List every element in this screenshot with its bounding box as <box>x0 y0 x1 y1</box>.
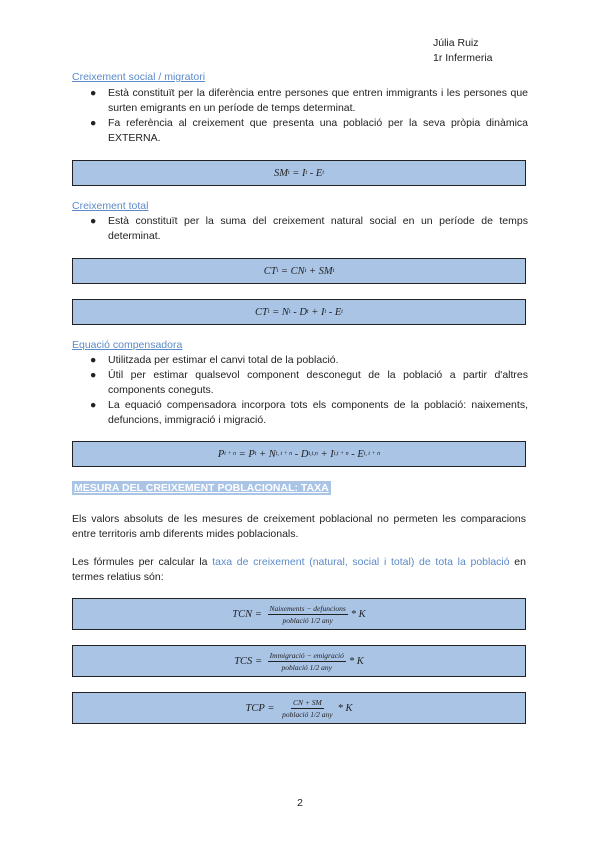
bullet-icon: ● <box>90 87 97 99</box>
fraction: $\frac{CN + SM}{\text{població 1/2 any}}$ <box>282 697 333 719</box>
list-item: ● Fa referència al creixement que presenta una població per la seva pròpia dinàmica EXTERNA. <box>90 117 528 144</box>
paragraph-formulas-intro: Les fórmules per calcular la taxa de creixement (natural, social i total) de tota la població en termes relatius són: <box>72 556 526 583</box>
author-header <box>433 36 493 66</box>
list-item: ● Útil per estimar qualsevol component desconegut de la població a partir d'altres components coneguts. <box>90 369 528 396</box>
formula-sm: SM t = I t - E t <box>72 160 526 186</box>
fraction: $\frac{\text{Immigració − emigració}}{\text{població 1/2 any}}$ <box>269 650 344 672</box>
page-number: 2 <box>297 797 303 809</box>
bullet-icon: ● <box>90 369 97 381</box>
compensating-equation-list <box>88 353 528 428</box>
bullet-icon: ● <box>90 354 97 366</box>
fraction: $\frac{\text{Naixements − defuncions}}{\text{població 1/2 any}}$ <box>269 603 346 625</box>
heading-compensating-equation: Equació compensadora <box>72 339 183 351</box>
heading-total-growth: Creixement total <box>72 200 149 212</box>
growth-rate-link-text: taxa de creixement (natural, social i total) de tota la població <box>212 556 510 568</box>
list-item: ● Està constituït per la suma del creixement natural social en un període de temps determinat. <box>90 215 528 242</box>
list-item: ● Està constituït per la diferència entre persones que entren immigrants i les persones que surten emigrants en un període de temps determinat. <box>90 87 528 114</box>
bullet-icon: ● <box>90 215 97 227</box>
formula-ct-1: CT t = CN t + SM t <box>72 258 526 284</box>
paragraph-absolute-values: Els valors absoluts de les mesures de creixement poblacional no permeten les comparacions entre territoris amb diferents mides poblacionals. <box>72 513 526 540</box>
list-item: ● Utilitzada per estimar el canvi total de la població. <box>90 354 339 366</box>
social-growth-list <box>88 86 528 146</box>
bullet-icon: ● <box>90 117 97 129</box>
author-name: Júlia Ruiz <box>433 37 479 49</box>
heading-growth-rate: MESURA DEL CREIXEMENT POBLACIONAL: TAXA <box>74 482 329 494</box>
total-growth-list <box>88 214 528 244</box>
list-item: ● La equació compensadora incorpora tots els components de la població: naixements, defuncions, immigració i migració. <box>90 399 528 426</box>
formula-tcs: TCS = $\frac{\text{Immigració − emigració}}{\text{població 1/2 any}}$ * K <box>72 645 526 677</box>
formula-tcp: TCP = $\frac{CN + SM}{\text{població 1/2 any}}$ * K <box>72 692 526 724</box>
formula-ct-2: CT t = N t - D t + I t - E t <box>72 299 526 325</box>
formula-compensating: P t + n = P t + N t, t + n - D t,t,n + I t,t + n - E t, t + n <box>72 441 526 467</box>
formula-tcn: TCN = $\frac{\text{Naixements − defuncions}}{\text{població 1/2 any}}$ * K <box>72 598 526 630</box>
bullet-icon: ● <box>90 399 97 411</box>
course-name: 1r Infermeria <box>433 52 493 64</box>
heading-social-growth: Creixement social / migratori <box>72 71 206 83</box>
